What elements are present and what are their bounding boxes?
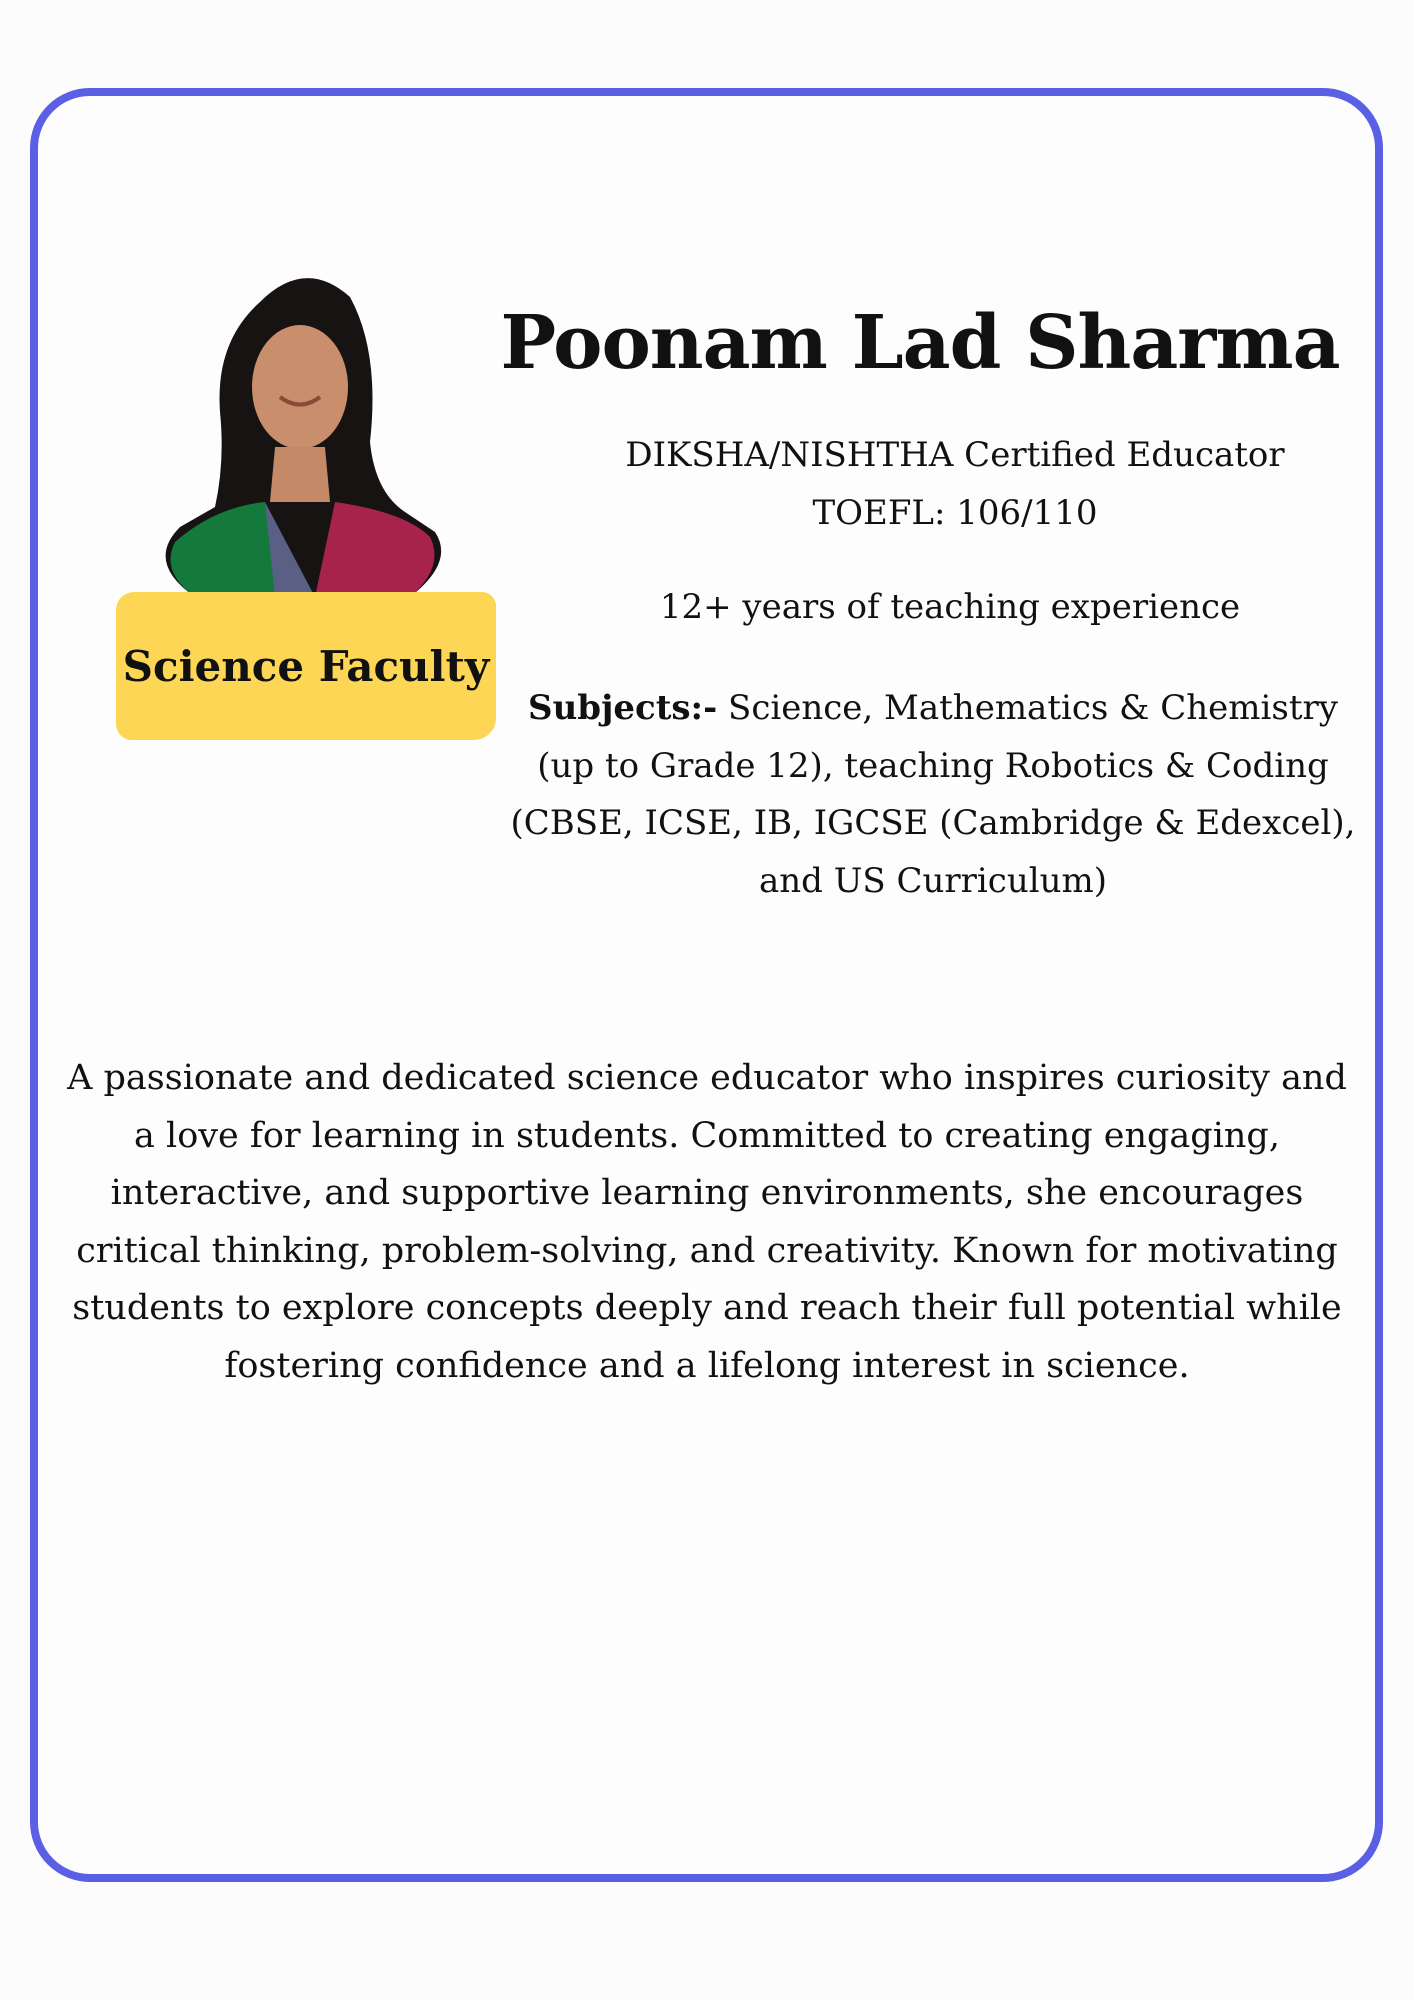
subjects-label: Subjects:- <box>528 688 718 728</box>
role-badge-label: Science Faculty <box>122 641 490 691</box>
certification: DIKSHA/NISHTHA Certified Educator <box>625 435 1285 475</box>
bio-paragraph: A passionate and dedicated science educator who inspires curiosity and a love for learning in students. Committed to creating engaging, interactive, and supportive learning environments, she encourages critical thinking, problem-solving, and creativity. Known for motivating students to explore concepts deeply and reach their full potential while fostering confidence and a lifelong interest in science. <box>67 1058 1347 1386</box>
teacher-name: Poonam Lad Sharma <box>500 300 1340 386</box>
experience: 12+ years of teaching experience <box>659 587 1241 627</box>
subjects-text: Science, Mathematics & Chemistry (up to Grade 12), teaching Robotics & Coding (CBSE, ICSE, IB, IGCSE (Cambridge & Edexcel), and US Curriculum) <box>510 688 1356 901</box>
role-badge <box>116 592 496 740</box>
subjects <box>500 680 1366 910</box>
toefl-score: TOEFL: 106/110 <box>812 493 1098 533</box>
profile-photo <box>155 262 450 597</box>
